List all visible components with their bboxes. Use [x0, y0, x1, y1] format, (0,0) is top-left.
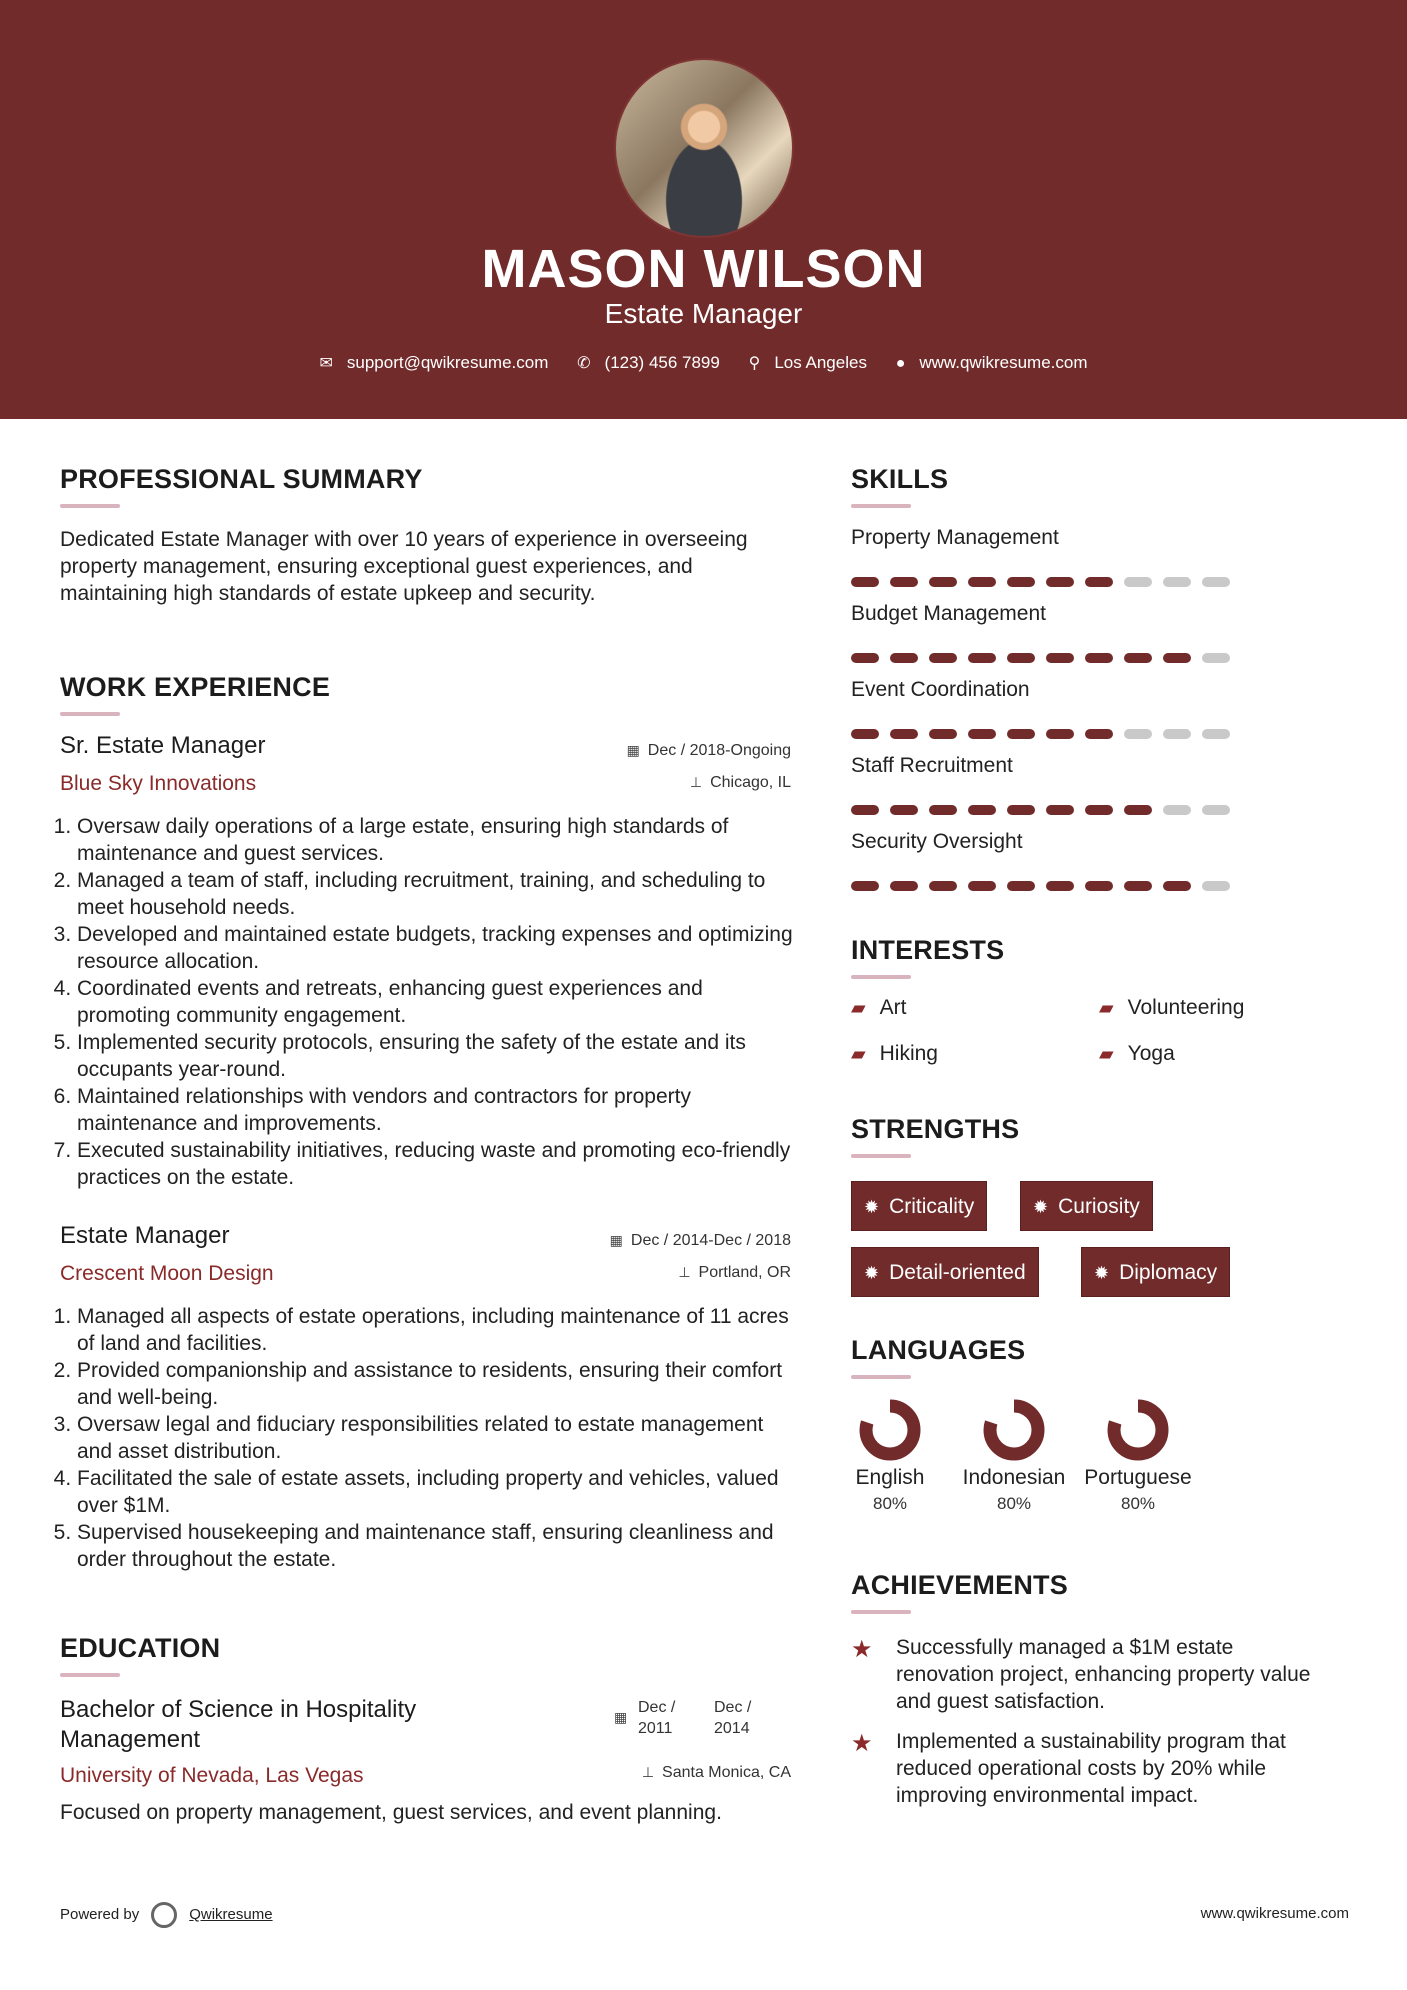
languages-heading: LANGUAGES [851, 1335, 1026, 1365]
summary-heading: PROFESSIONAL SUMMARY [60, 464, 423, 494]
language-ring [858, 1398, 922, 1462]
skill-name: Security Oversight [851, 830, 1023, 853]
interest-item: ▰ Volunteering [1099, 996, 1245, 1019]
skill-level-dot [929, 881, 957, 891]
skill-level-dot [929, 577, 957, 587]
book-icon: ▰ [1099, 1044, 1114, 1065]
badge-icon: ✹ [1094, 1263, 1110, 1283]
badge-icon: ✹ [1033, 1197, 1049, 1217]
strengths-heading: STRENGTHS [851, 1114, 1020, 1144]
skill-name: Budget Management [851, 602, 1046, 625]
footer-brand-link[interactable]: Qwikresume [189, 1905, 273, 1923]
skill-level-dot [1124, 577, 1152, 587]
skills-underline [851, 504, 911, 508]
contact-bar [0, 353, 1407, 373]
interest-item: ▰ Yoga [1099, 1042, 1175, 1065]
candidate-title: Estate Manager [604, 298, 803, 329]
strength-tag: ✹ Curiosity [1020, 1181, 1153, 1231]
contact-location: ⚲ Los Angeles [748, 353, 867, 372]
skill-level-dot [1202, 881, 1230, 891]
star-icon: ★ [851, 1730, 873, 1757]
book-icon: ▰ [1099, 998, 1114, 1019]
skill-name: Event Coordination [851, 678, 1030, 701]
list-item: 3. Developed and maintained estate budgets, tracking expenses and optimizing resource allocation. [77, 921, 798, 975]
skill-level-bar [851, 574, 1241, 584]
list-item: 1. Managed all aspects of estate operations, including maintenance of 11 acres of land and facilities. [77, 1303, 798, 1357]
skill-level-dot [1202, 653, 1230, 663]
skill-level-dot [851, 881, 879, 891]
profile-photo [614, 58, 794, 238]
skill-level-dot [1124, 881, 1152, 891]
language-ring-arc [866, 1406, 914, 1454]
skill-level-dot [1085, 881, 1113, 891]
globe-icon: ● [895, 355, 906, 372]
envelope-icon: ✉ [319, 355, 333, 372]
list-item: 5. Implemented security protocols, ensuring the safety of the estate and its occupants year-round. [77, 1029, 798, 1083]
job-title: Sr. Estate Manager [60, 732, 266, 759]
degree-title: Bachelor of Science in Hospitality Management [60, 1696, 417, 1753]
education-start: ▦ Dec / 2011 [614, 1699, 676, 1737]
job-company: Blue Sky Innovations [60, 772, 257, 795]
skill-name: Property Management [851, 526, 1059, 549]
footer-url[interactable]: www.qwikresume.com [1200, 1905, 1349, 1922]
language-ring-arc [1114, 1406, 1162, 1454]
skill-level-dot [1046, 729, 1074, 739]
language-item [835, 1398, 945, 1514]
badge-icon: ✹ [864, 1197, 880, 1217]
achievement-item: ★ Implemented a sustainability program that reduced operational costs by 20% while improving environmental impact. [851, 1730, 1286, 1807]
skill-level-dot [890, 577, 918, 587]
language-name: English [855, 1466, 925, 1489]
job-title: Estate Manager [60, 1222, 230, 1249]
footer-powered-by: Powered by Qwikresume [60, 1902, 273, 1928]
school-name: University of Nevada, Las Vegas [60, 1764, 364, 1787]
skill-level-dot [1163, 881, 1191, 891]
language-percent: 80% [996, 1494, 1032, 1513]
interest-item: ▰ Hiking [851, 1042, 938, 1065]
skill-level-dot [1124, 805, 1152, 815]
pushpin-icon: ⊥ [641, 1764, 655, 1780]
skill-level-dot [1085, 653, 1113, 663]
skills-heading: SKILLS [851, 464, 949, 494]
star-icon: ★ [851, 1636, 873, 1663]
calendar-icon: ▦ [626, 742, 640, 758]
skill-level-dot [929, 805, 957, 815]
skill-level-dot [851, 729, 879, 739]
skill-name: Staff Recruitment [851, 754, 1013, 777]
interests-underline [851, 975, 911, 979]
skill-level-dot [1085, 577, 1113, 587]
education-underline [60, 1673, 120, 1677]
strength-tag: ✹ Detail-oriented [851, 1247, 1039, 1297]
badge-icon: ✹ [864, 1263, 880, 1283]
job-company: Crescent Moon Design [60, 1262, 274, 1285]
language-ring [1106, 1398, 1170, 1462]
skill-level-dot [890, 805, 918, 815]
achievements-underline [851, 1610, 911, 1614]
list-item: 3. Oversaw legal and fiduciary responsibilities related to estate management and asset distribution. [77, 1411, 798, 1465]
candidate-name: MASON WILSON [481, 239, 926, 299]
book-icon: ▰ [851, 998, 866, 1019]
skill-level-dot [1163, 653, 1191, 663]
list-item: 4. Coordinated events and retreats, enhancing guest experiences and promoting community engagement. [77, 975, 798, 1029]
education-location: ⊥ Santa Monica, CA [641, 1764, 791, 1781]
list-item: 5. Supervised housekeeping and maintenance staff, ensuring cleanliness and order throughout the estate. [77, 1519, 798, 1573]
list-item: 2. Provided companionship and assistance to residents, ensuring their comfort and well-being. [77, 1357, 798, 1411]
skill-level-dot [1085, 805, 1113, 815]
language-ring-arc [990, 1406, 1038, 1454]
language-name: Portuguese [1084, 1466, 1192, 1489]
calendar-icon: ▦ [609, 1232, 623, 1248]
job-location: ⊥ Chicago, IL [689, 774, 791, 791]
pushpin-icon: ⊥ [678, 1264, 691, 1280]
list-item: 6. Maintained relationships with vendors and contractors for property maintenance and improvements. [77, 1083, 798, 1137]
list-item: 7. Executed sustainability initiatives, reducing waste and promoting eco-friendly practices on the estate. [77, 1137, 798, 1191]
skill-level-dot [1007, 805, 1035, 815]
education-heading: EDUCATION [60, 1633, 221, 1663]
skill-level-dot [1007, 881, 1035, 891]
skill-level-dot [1046, 881, 1074, 891]
skill-level-dot [1085, 729, 1113, 739]
skill-level-dot [851, 805, 879, 815]
languages-underline [851, 1375, 911, 1379]
strength-tag: ✹ Criticality [851, 1181, 987, 1231]
skill-level-dot [1046, 805, 1074, 815]
phone-icon: ✆ [577, 355, 591, 372]
skill-level-dot [968, 653, 996, 663]
summary-underline [60, 504, 120, 508]
skill-level-bar [851, 878, 1241, 888]
skill-level-dot [968, 805, 996, 815]
skill-level-dot [1124, 653, 1152, 663]
pushpin-icon: ⊥ [689, 774, 703, 790]
skill-level-dot [1046, 653, 1074, 663]
language-percent: 80% [872, 1494, 908, 1513]
education-end: Dec / 2014 [714, 1699, 752, 1737]
book-icon: ▰ [851, 1044, 866, 1065]
skill-level-dot [1124, 729, 1152, 739]
contact-phone[interactable]: ✆ (123) 456 7899 [577, 353, 720, 372]
interest-item: ▰ Art [851, 996, 907, 1019]
skill-level-dot [1046, 577, 1074, 587]
job-dates: ▦ Dec / 2018-Ongoing [626, 742, 791, 759]
skill-level-dot [890, 653, 918, 663]
skill-level-bar [851, 802, 1241, 812]
contact-website[interactable]: ● www.qwikresume.com [895, 353, 1088, 372]
skill-level-dot [1163, 729, 1191, 739]
skill-level-dot [929, 729, 957, 739]
education-description: Focused on property management, guest services, and event planning. [60, 1801, 722, 1824]
resume-header [0, 0, 1407, 419]
job-bullets [58, 813, 798, 1191]
language-percent: 80% [1120, 1494, 1156, 1513]
job-bullets [58, 1303, 798, 1573]
skill-level-dot [929, 653, 957, 663]
work-heading: WORK EXPERIENCE [60, 672, 331, 702]
contact-email[interactable]: ✉ support@qwikresume.com [319, 353, 549, 372]
language-name: Indonesian [962, 1466, 1066, 1489]
skill-level-dot [890, 729, 918, 739]
summary-text: Dedicated Estate Manager with over 10 years of experience in overseeing property management, ensuring exceptional guest experiences, and maintaining high standards of estate upkeep and security. [60, 528, 748, 605]
skill-level-bar [851, 726, 1241, 736]
skill-level-dot [1202, 805, 1230, 815]
achievement-item: ★ Successfully managed a $1M estate renovation project, enhancing property value and guest satisfaction. [851, 1636, 1311, 1713]
list-item: 2. Managed a team of staff, including recruitment, training, and scheduling to meet household needs. [77, 867, 798, 921]
skill-level-dot [1202, 577, 1230, 587]
achievements-heading: ACHIEVEMENTS [851, 1570, 1068, 1600]
calendar-icon: ▦ [614, 1709, 628, 1725]
map-pin-icon: ⚲ [748, 355, 761, 372]
list-item: 1. Oversaw daily operations of a large estate, ensuring high standards of maintenance and guest services. [77, 813, 798, 867]
language-item [1083, 1398, 1193, 1514]
job-dates: ▦ Dec / 2014-Dec / 2018 [609, 1232, 791, 1249]
skill-level-dot [968, 881, 996, 891]
skill-level-dot [851, 653, 879, 663]
strength-tag: ✹ Diplomacy [1081, 1247, 1230, 1297]
skill-level-bar [851, 650, 1241, 660]
skill-level-dot [1007, 729, 1035, 739]
skill-level-dot [1202, 729, 1230, 739]
strengths-underline [851, 1154, 911, 1158]
skill-level-dot [1163, 577, 1191, 587]
skill-level-dot [1163, 805, 1191, 815]
skill-level-dot [890, 881, 918, 891]
skill-level-dot [851, 577, 879, 587]
skill-level-dot [968, 577, 996, 587]
qwikresume-logo-icon [151, 1902, 177, 1928]
work-underline [60, 712, 120, 716]
language-item [959, 1398, 1069, 1514]
list-item: 4. Facilitated the sale of estate assets, including property and vehicles, valued over $1M. [77, 1465, 798, 1519]
job-location: ⊥ Portland, OR [678, 1264, 791, 1281]
language-ring [982, 1398, 1046, 1462]
skill-level-dot [968, 729, 996, 739]
skill-level-dot [1007, 577, 1035, 587]
interests-heading: INTERESTS [851, 935, 1005, 965]
skill-level-dot [1007, 653, 1035, 663]
